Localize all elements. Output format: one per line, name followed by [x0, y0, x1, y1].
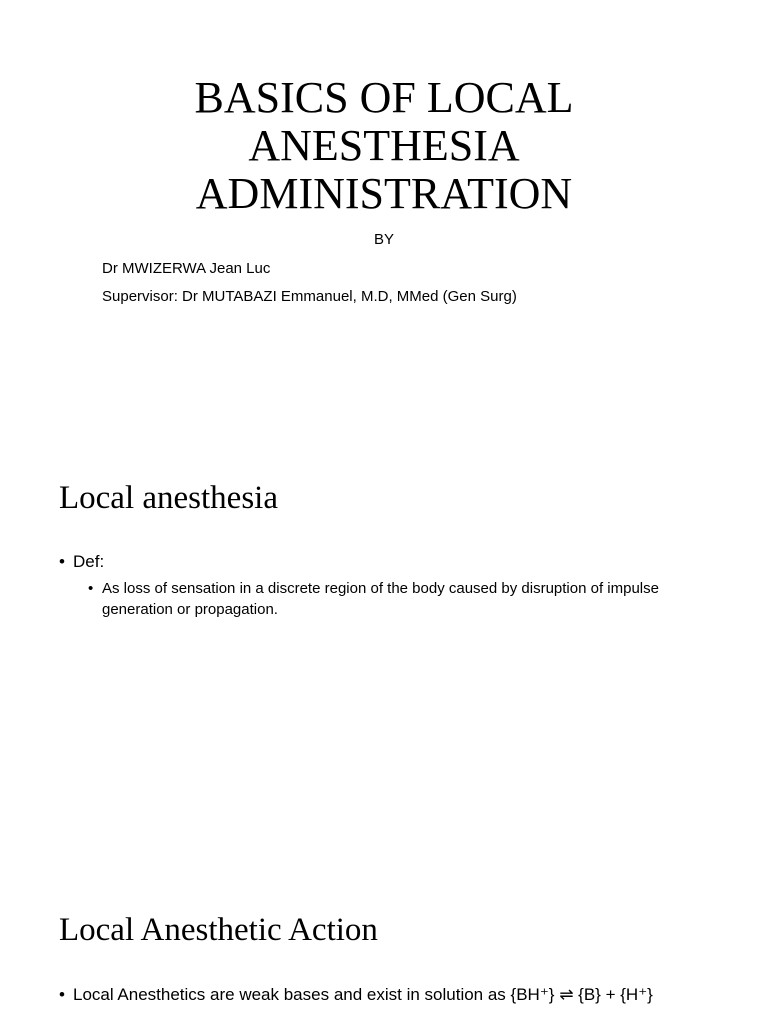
bullet-dot: •: [88, 580, 94, 597]
title-slide: [0, 0, 768, 432]
definition-slide: [0, 432, 768, 864]
by-label: BY: [373, 231, 394, 248]
title-line-1: BASICS OF LOCAL: [194, 73, 574, 122]
bullet-dot: •: [59, 552, 65, 571]
presentation-title: [0, 74, 768, 218]
slide-heading: Local anesthesia: [59, 480, 278, 516]
title-line-3: ADMINISTRATION: [195, 169, 573, 218]
author-name: Dr MWIZERWA Jean Luc: [102, 260, 271, 277]
supervisor-line: Supervisor: Dr MUTABAZI Emmanuel, M.D, MMed (Gen Surg): [102, 288, 517, 305]
sub-bullet-text: As loss of sensation in a discrete region of the body caused by disruption of impulse generation or propagation.: [102, 580, 659, 618]
bullet-item: [59, 984, 709, 1006]
action-slide: [0, 864, 768, 1024]
bullet-dot: •: [59, 985, 65, 1004]
sub-bullet-item: [88, 578, 698, 620]
title-line-2: ANESTHESIA: [248, 121, 520, 170]
bullet-item: [59, 551, 104, 573]
slide-heading: Local Anesthetic Action: [59, 912, 378, 948]
bullet-text: Def:: [73, 552, 105, 571]
bullet-text: Local Anesthetics are weak bases and exist in solution as {BH⁺} ⇌ {B} + {H⁺}: [73, 985, 653, 1004]
